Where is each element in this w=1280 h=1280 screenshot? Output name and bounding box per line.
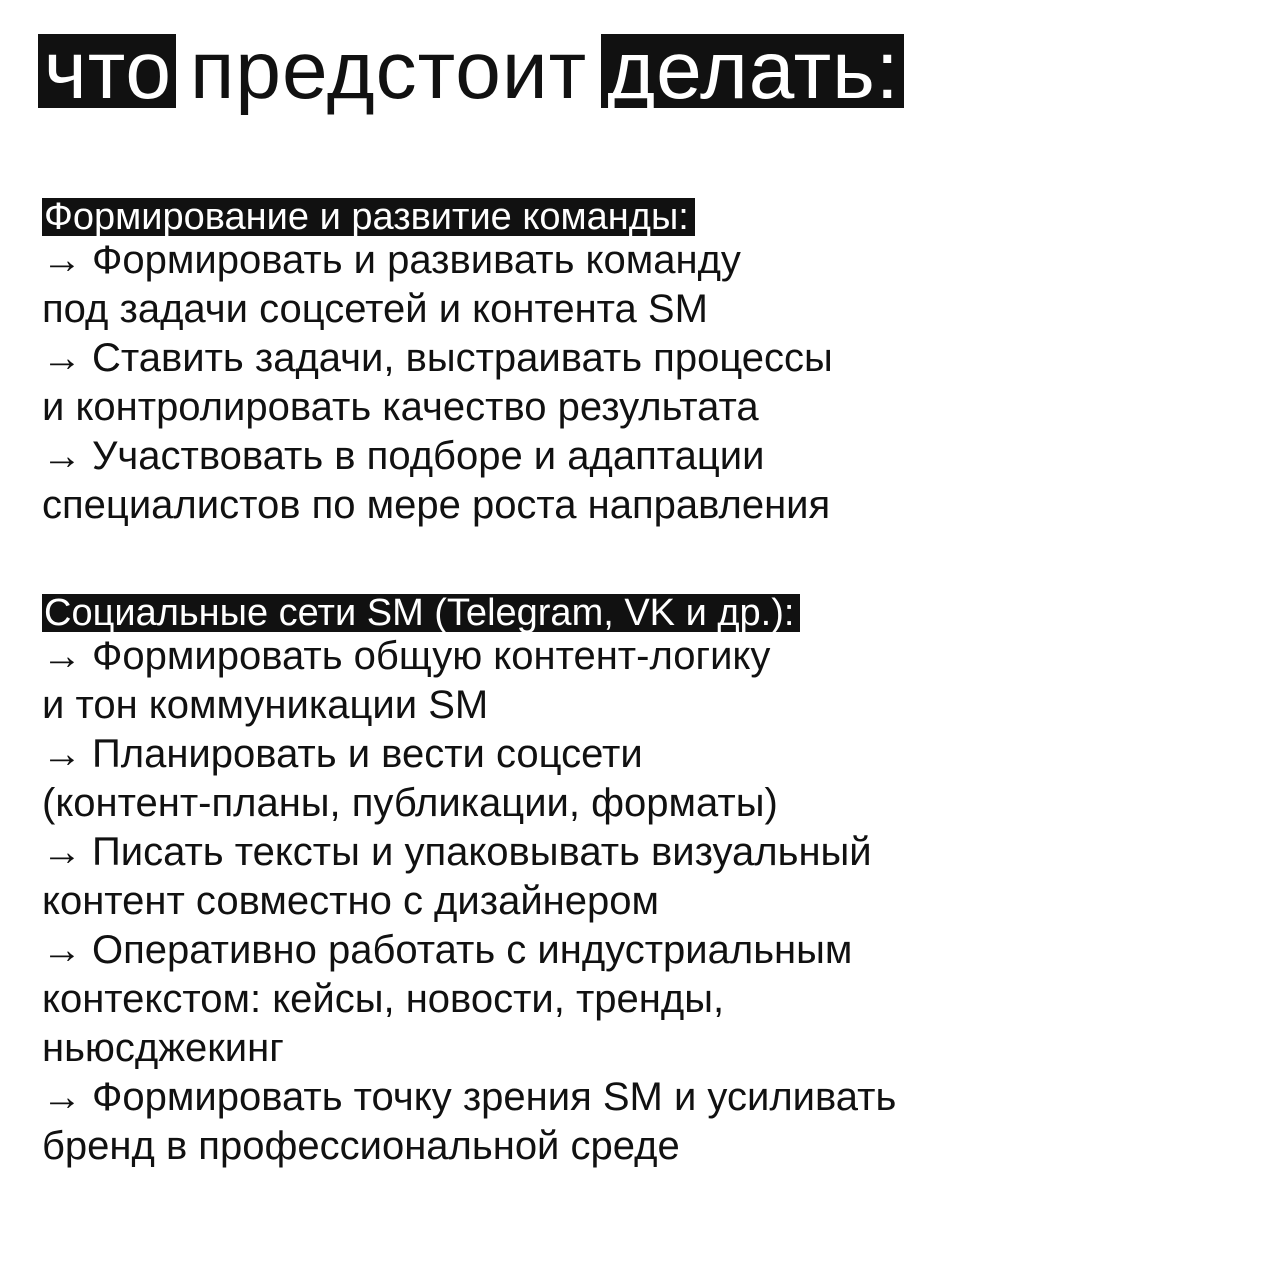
list-item [42, 926, 896, 1073]
list-item [42, 1073, 896, 1171]
list-item-text: Формировать точку зрения SM и усиливать бренд в профессиональной среде [42, 1075, 897, 1168]
item-list [42, 236, 833, 530]
list-item-text: Оперативно работать с индустриальным контекстом: кейсы, новости, тренды, ньюсджекинг [42, 928, 853, 1070]
arrow-icon: → [42, 830, 82, 874]
list-item-text: Участвовать в подборе и адаптации специалистов по мере роста направления [42, 434, 831, 527]
arrow-icon: → [42, 238, 82, 282]
list-item-text: Планировать и вести соцсети (контент-планы, публикации, форматы) [42, 732, 778, 825]
list-item [42, 828, 896, 926]
section-social [42, 594, 896, 1171]
section-heading: Социальные сети SM (Telegram, VK и др.): [42, 594, 800, 632]
list-item [42, 432, 833, 530]
arrow-icon: → [42, 732, 82, 776]
arrow-icon: → [42, 434, 82, 478]
page-title [38, 25, 904, 116]
list-item-text: Писать тексты и упаковывать визуальный контент совместно с дизайнером [42, 830, 872, 923]
list-item [42, 236, 833, 334]
item-list [42, 632, 896, 1171]
section-heading: Формирование и развитие команды: [42, 198, 695, 236]
list-item-text: Формировать и развивать команду под задачи соцсетей и контента SM [42, 238, 741, 331]
list-item [42, 334, 833, 432]
section-team [42, 198, 833, 530]
arrow-icon: → [42, 336, 82, 380]
list-item [42, 730, 896, 828]
list-item-text: Ставить задачи, выстраивать процессы и контролировать качество результата [42, 336, 833, 429]
list-item [42, 632, 896, 730]
arrow-icon: → [42, 1075, 82, 1119]
arrow-icon: → [42, 634, 82, 678]
list-item-text: Формировать общую контент-логику и тон коммуникации SM [42, 634, 771, 727]
title-word-highlighted: делать: [601, 34, 903, 108]
title-word-highlighted: что [38, 34, 176, 108]
arrow-icon: → [42, 928, 82, 972]
title-word: предстоит [189, 25, 588, 116]
